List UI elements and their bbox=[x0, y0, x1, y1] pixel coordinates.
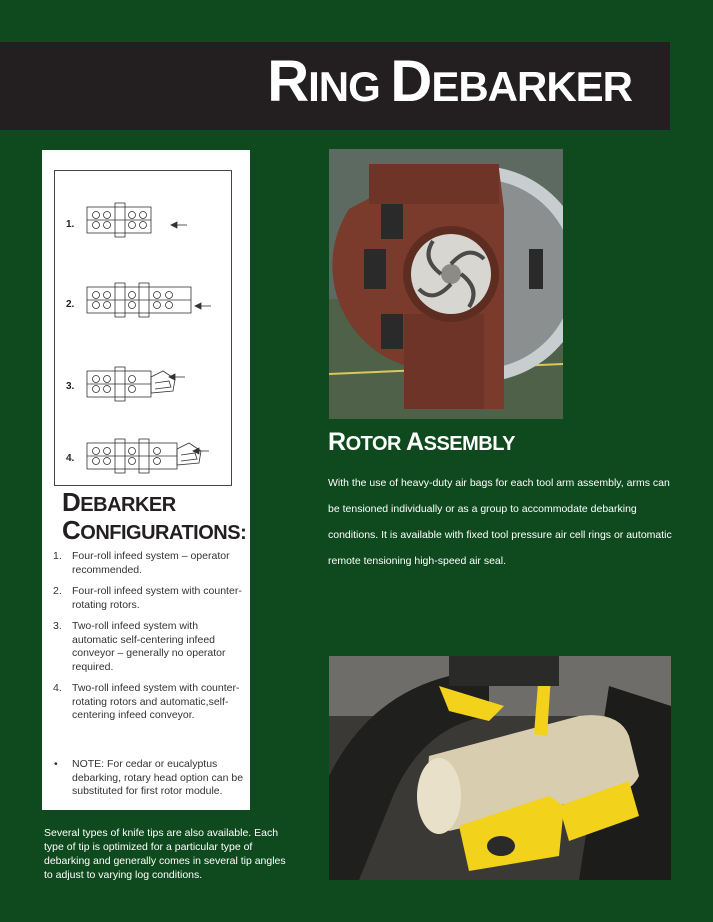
heading-rest-otor: OTOR bbox=[345, 433, 401, 455]
list-item bbox=[50, 682, 246, 723]
list-item-text: Two-roll infeed system with automatic self-centering infeed conveyor – generally no operator required. bbox=[72, 620, 226, 673]
title-rest-ing: ING bbox=[308, 63, 380, 110]
configuration-diagram bbox=[54, 170, 232, 486]
heading-rest-ssembly: SSEMBLY bbox=[423, 433, 515, 455]
list-item bbox=[50, 585, 246, 612]
knife-tips-paragraph: Several types of knife tips are also available. Each type of tip is optimized for a particular type of debarking and generally comes in several tip angles to adjust to varying log conditions. bbox=[44, 827, 286, 881]
config-4-drawing bbox=[87, 439, 209, 473]
title-bar bbox=[0, 42, 670, 130]
heading-rest-ebarker: EBARKER bbox=[80, 494, 176, 516]
diagram-label-3: 3. bbox=[66, 381, 75, 392]
title-cap-r: R bbox=[267, 49, 309, 114]
list-item-number: 3. bbox=[53, 620, 62, 632]
knife-tip-photo bbox=[329, 656, 671, 880]
diagram-drawing bbox=[55, 171, 231, 485]
diagram-label-1: 1. bbox=[66, 219, 75, 230]
config-1-drawing bbox=[87, 203, 187, 237]
knife-tip-illustration bbox=[329, 656, 671, 880]
config-2-drawing bbox=[87, 283, 211, 317]
note-item bbox=[50, 758, 246, 799]
rotor-illustration bbox=[329, 149, 563, 419]
list-item-text: Four-roll infeed system with counter-rotating rotors. bbox=[72, 585, 242, 611]
list-item bbox=[50, 620, 246, 674]
list-item-number: 4. bbox=[53, 682, 62, 694]
list-item-number: 1. bbox=[53, 550, 62, 562]
heading-rest-configurations: ONFIGURATIONS: bbox=[80, 522, 247, 544]
rotor-assembly-heading bbox=[328, 428, 515, 457]
list-item bbox=[50, 550, 246, 577]
note-text: NOTE: For cedar or eucalyptus debarking, rotary head option can be substituted for first rotor module. bbox=[72, 758, 244, 797]
config-3-drawing bbox=[87, 367, 185, 401]
configurations-list bbox=[50, 550, 246, 731]
title-cap-d: D bbox=[390, 49, 432, 114]
list-item-text: Four-roll infeed system – operator recommended. bbox=[72, 550, 230, 576]
configurations-heading bbox=[62, 487, 248, 546]
diagram-label-4: 4. bbox=[66, 453, 75, 464]
heading-cap-d: D bbox=[62, 487, 81, 517]
heading-cap-r: R bbox=[328, 428, 346, 456]
list-item-number: 2. bbox=[53, 585, 62, 597]
diagram-label-2: 2. bbox=[66, 299, 75, 310]
page-title bbox=[267, 48, 632, 115]
rotor-assembly-description: With the use of heavy-duty air bags for each tool arm assembly, arms can be tensioned individually or as a group to accommodate debarking conditions. It is available with fixed tool pressure air cell rings or automatic remote tensioning high-speed air seal. bbox=[328, 477, 672, 567]
configurations-panel bbox=[42, 150, 250, 810]
heading-cap-a: A bbox=[406, 428, 424, 456]
heading-cap-c: C bbox=[62, 515, 81, 545]
rotor-assembly-photo bbox=[329, 149, 563, 419]
title-rest-ebarker: EBARKER bbox=[431, 63, 632, 110]
list-item-text: Two-roll infeed system with counter-rotating rotors and automatic,self-centering infeed conveyor. bbox=[72, 682, 240, 721]
bullet-icon: • bbox=[54, 758, 58, 770]
